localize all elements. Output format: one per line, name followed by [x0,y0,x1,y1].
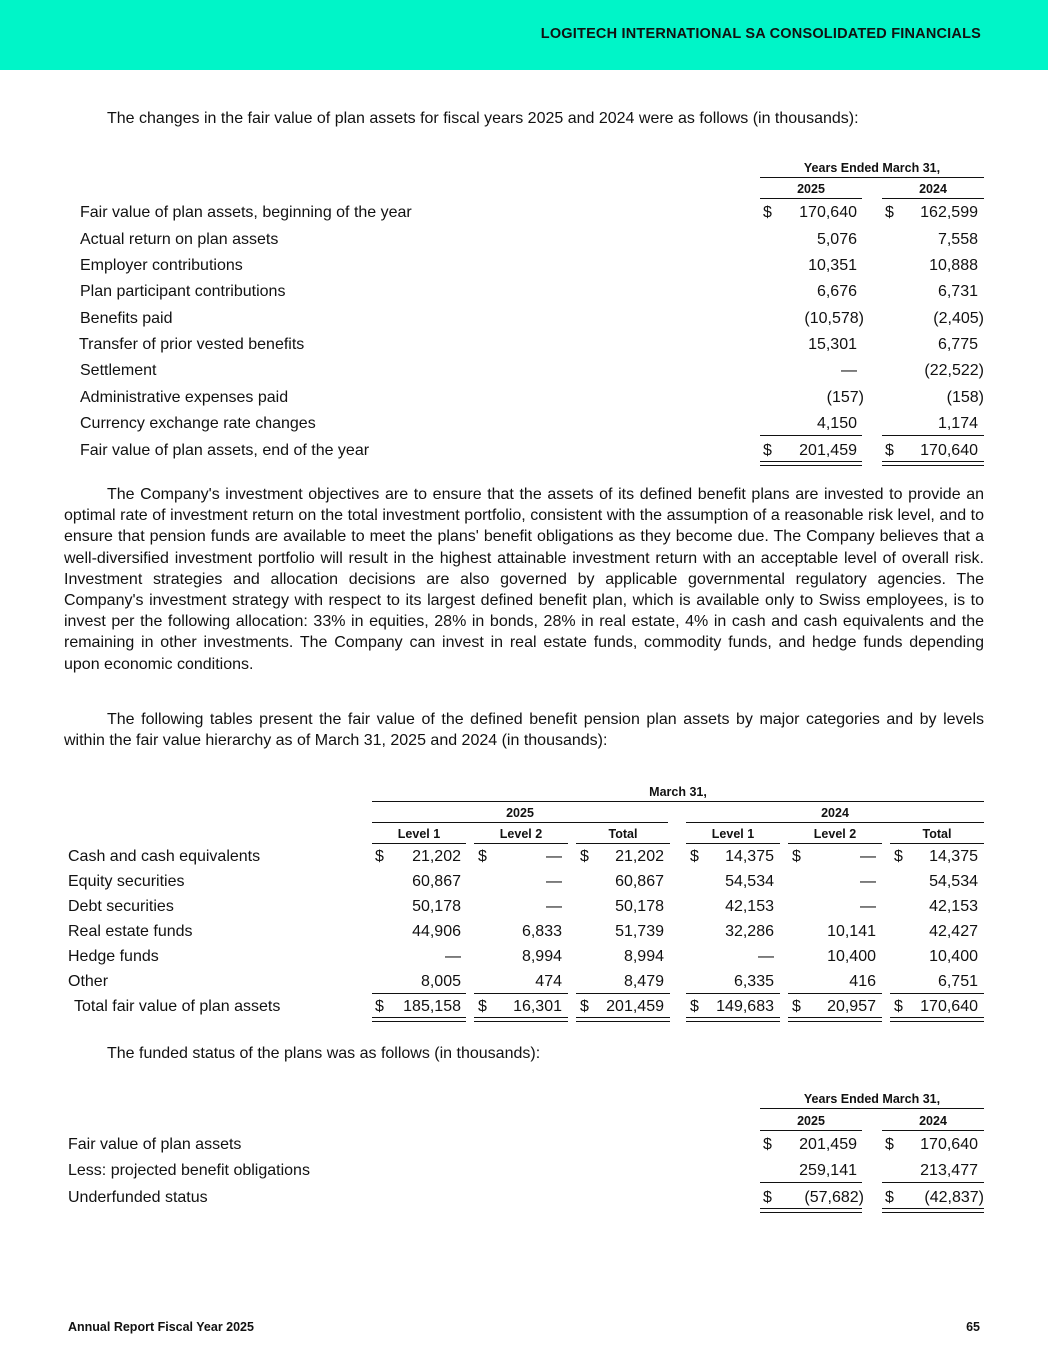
table-row-label: Fair value of plan assets, end of the year [80,442,370,459]
table2-header-rule [372,801,984,802]
table-cell: 8,994 [623,948,664,965]
table-cell: 50,178 [615,898,664,915]
table-cell: 42,153 [725,898,774,915]
table-cell: 7,558 [937,231,978,248]
subtotal-rule [760,435,862,436]
table-cell: (42,837) [924,1189,984,1206]
table-cell: 6,751 [937,973,978,990]
currency-symbol: $ [763,1189,772,1206]
table-cell: 6,335 [733,973,774,990]
table2-group-header: March 31, [649,785,707,799]
currency-symbol: $ [690,848,699,865]
table-cell: 149,683 [716,998,774,1015]
table1-year-2024: 2024 [919,182,947,196]
table-cell: 60,867 [615,873,664,890]
col-head-level1-2024: Level 1 [711,827,755,841]
col-head-rule [372,843,466,844]
investment-objectives-paragraph: The Company's investment objectives are to ensure that the assets of its defined benefit plans are invested to provide an optimal rate of investment return on the total investment portfolio, consistent with the assumption of a reasonable risk level, and to ensure that pension funds are available to meet the plans' benefit obligations as they become due. The Company believes that a well-diversified investment portfolio will result in the highest attainable investment return with an acceptable level of overall risk. Investment strategies and allocation decisions are also governed by applicable governmental regulatory agencies. The Company's investment strategy with respect to its largest defined benefit plan, which is available only to Swiss employees, is to invest per the following allocation: 33% in equities, 28% in bonds, 28% in real estate, 4% in cash and cash equivalents and the remaining in other investments. The Company can invest in real estate funds, commodity funds, and hedge funds depending upon economic conditions. [64,486,984,673]
col-head-total-2025: Total [608,827,638,841]
table-row-label: Fair value of plan assets [68,1136,242,1153]
table-cell: 10,141 [827,923,876,940]
table-row-label: Cash and cash equivalents [68,848,261,865]
table-cell: 170,640 [920,998,978,1015]
table3-year-2025: 2025 [797,1114,825,1128]
col-head-rule [576,843,670,844]
table-cell: 10,400 [929,948,978,965]
table-cell: 54,534 [929,873,978,890]
table-cell: 44,906 [412,923,461,940]
table2-year-2025: 2025 [506,806,534,820]
total-double-rule [760,461,862,466]
table-row-label: Benefits paid [80,310,173,327]
subtotal-rule [760,1182,862,1183]
table-cell: 213,477 [920,1162,978,1179]
table-cell: 54,534 [725,873,774,890]
table-cell: 32,286 [725,923,774,940]
fair-value-hierarchy-intro: The following tables present the fair value of the defined benefit pension plan assets by major categories and by levels within the fair value hierarchy as of March 31, 2025 and 2024 (in thousands): [64,711,984,750]
table-cell: 16,301 [513,998,562,1015]
table-cell: 259,141 [799,1162,857,1179]
currency-symbol: $ [894,998,903,1015]
table-row-label: Fair value of plan assets, beginning of the year [80,204,412,221]
table-cell: — [445,948,461,965]
table-row-label: Currency exchange rate changes [80,415,316,432]
footer-report-title: Annual Report Fiscal Year 2025 [68,1320,254,1334]
col-head-rule [474,843,568,844]
currency-symbol: $ [885,204,894,221]
table-cell: 201,459 [799,1136,857,1153]
table-cell: 42,427 [929,923,978,940]
table-cell: 42,153 [929,898,978,915]
table-cell: 201,459 [799,442,857,459]
total-double-rule [882,461,984,466]
table-cell: 170,640 [920,1136,978,1153]
total-double-rule [372,1017,466,1022]
subtotal-rule [882,435,984,436]
table-cell: 170,640 [799,204,857,221]
col-head-rule [788,843,882,844]
table-cell: 185,158 [403,998,461,1015]
table-cell: — [860,848,876,865]
table-cell: (157) [826,389,864,406]
table-cell: 8,994 [521,948,562,965]
total-double-rule [788,1017,882,1022]
table3-year-rule [882,1130,984,1131]
currency-symbol: $ [690,998,699,1015]
table-cell: 60,867 [412,873,461,890]
table-cell: 14,375 [725,848,774,865]
table-cell: (158) [946,389,984,406]
table-row-label: Real estate funds [68,923,193,940]
table-cell: 6,676 [816,283,857,300]
currency-symbol: $ [763,1136,772,1153]
table-cell: 6,731 [937,283,978,300]
table-cell: (2,405) [933,310,984,327]
currency-symbol: $ [375,998,384,1015]
table-cell: — [546,873,562,890]
table-cell: 21,202 [615,848,664,865]
header-title: LOGITECH INTERNATIONAL SA CONSOLIDATED FINANCIALS [540,26,981,42]
currency-symbol: $ [763,442,772,459]
table-cell: (57,682) [804,1189,864,1206]
table-cell: 10,351 [808,257,857,274]
table3-year-rule [760,1130,862,1131]
table-cell: (10,578) [804,310,864,327]
table3-year-2024: 2024 [919,1114,947,1128]
table-row-label: Settlement [80,362,157,379]
table-cell: 474 [535,973,562,990]
table-cell: 6,833 [521,923,562,940]
table-cell: 8,005 [420,973,461,990]
total-double-rule [474,1017,568,1022]
currency-symbol: $ [375,848,384,865]
table1-year-2025: 2025 [797,182,825,196]
subtotal-rule [890,993,984,994]
table-cell: — [860,898,876,915]
currency-symbol: $ [792,998,801,1015]
table3-group-header: Years Ended March 31, [803,1092,941,1106]
subtotal-rule [882,1182,984,1183]
table-cell: 162,599 [920,204,978,221]
currency-symbol: $ [580,848,589,865]
intro-plan-assets-changes: The changes in the fair value of plan assets for fiscal years 2025 and 2024 were as follows (in thousands): [107,110,859,127]
table1-group-header: Years Ended March 31, [803,161,941,175]
table-row-label: Underfunded status [68,1189,208,1206]
table-row-label: Actual return on plan assets [80,231,279,248]
subtotal-rule [474,993,568,994]
currency-symbol: $ [792,848,801,865]
currency-symbol: $ [894,848,903,865]
subtotal-rule [372,993,466,994]
table-row-label: Debt securities [68,898,174,915]
table2-year-2024: 2024 [821,806,849,820]
table-cell: (22,522) [924,362,984,379]
table2-year-rule [372,822,668,823]
funded-status-intro: The funded status of the plans was as follows (in thousands): [107,1045,541,1062]
table3-header-rule [760,1108,984,1109]
table1-header-rule [760,177,984,178]
total-double-rule [890,1017,984,1022]
col-head-rule [686,843,780,844]
table-cell: 5,076 [816,231,857,248]
table-row-label: Hedge funds [68,948,159,965]
subtotal-rule [576,993,670,994]
table-cell: 8,479 [623,973,664,990]
currency-symbol: $ [478,998,487,1015]
table-row-label: Total fair value of plan assets [74,998,281,1015]
table-cell: 10,400 [827,948,876,965]
table-cell: 20,957 [827,998,876,1015]
table-cell: — [841,362,857,379]
currency-symbol: $ [885,442,894,459]
table-cell: 21,202 [412,848,461,865]
col-head-total-2024: Total [922,827,952,841]
subtotal-rule [686,993,780,994]
table-row-label: Equity securities [68,873,185,890]
table-cell: 170,640 [920,442,978,459]
table-cell: 1,174 [937,415,978,432]
table2-year-rule [686,822,984,823]
currency-symbol: $ [478,848,487,865]
table1-year-rule [882,198,984,199]
total-double-rule [760,1208,862,1213]
table-row-label: Other [68,973,109,990]
table-row-label: Transfer of prior vested benefits [79,336,305,353]
table1-year-rule [760,198,862,199]
header-bar [0,0,1048,70]
col-head-rule [890,843,984,844]
table-cell: 201,459 [606,998,664,1015]
currency-symbol: $ [885,1189,894,1206]
table-cell: — [546,848,562,865]
table-cell: — [860,873,876,890]
table-cell: 4,150 [816,415,857,432]
table-row-label: Administrative expenses paid [80,389,289,406]
total-double-rule [686,1017,780,1022]
table-cell: 14,375 [929,848,978,865]
table-cell: — [546,898,562,915]
col-head-level2-2024: Level 2 [813,827,857,841]
currency-symbol: $ [885,1136,894,1153]
table-cell: 6,775 [937,336,978,353]
table-row-label: Less: projected benefit obligations [68,1162,310,1179]
table-cell: 10,888 [929,257,978,274]
currency-symbol: $ [580,998,589,1015]
table-cell: 51,739 [615,923,664,940]
currency-symbol: $ [763,204,772,221]
table-cell: 50,178 [412,898,461,915]
table-cell: 15,301 [808,336,857,353]
table-cell: 416 [849,973,876,990]
subtotal-rule [788,993,882,994]
table-row-label: Employer contributions [80,257,243,274]
table-cell: — [758,948,774,965]
table-row-label: Plan participant contributions [80,283,286,300]
col-head-level1-2025: Level 1 [397,827,441,841]
total-double-rule [882,1208,984,1213]
col-head-level2-2025: Level 2 [499,827,543,841]
total-double-rule [576,1017,670,1022]
page-number: 65 [966,1320,980,1334]
